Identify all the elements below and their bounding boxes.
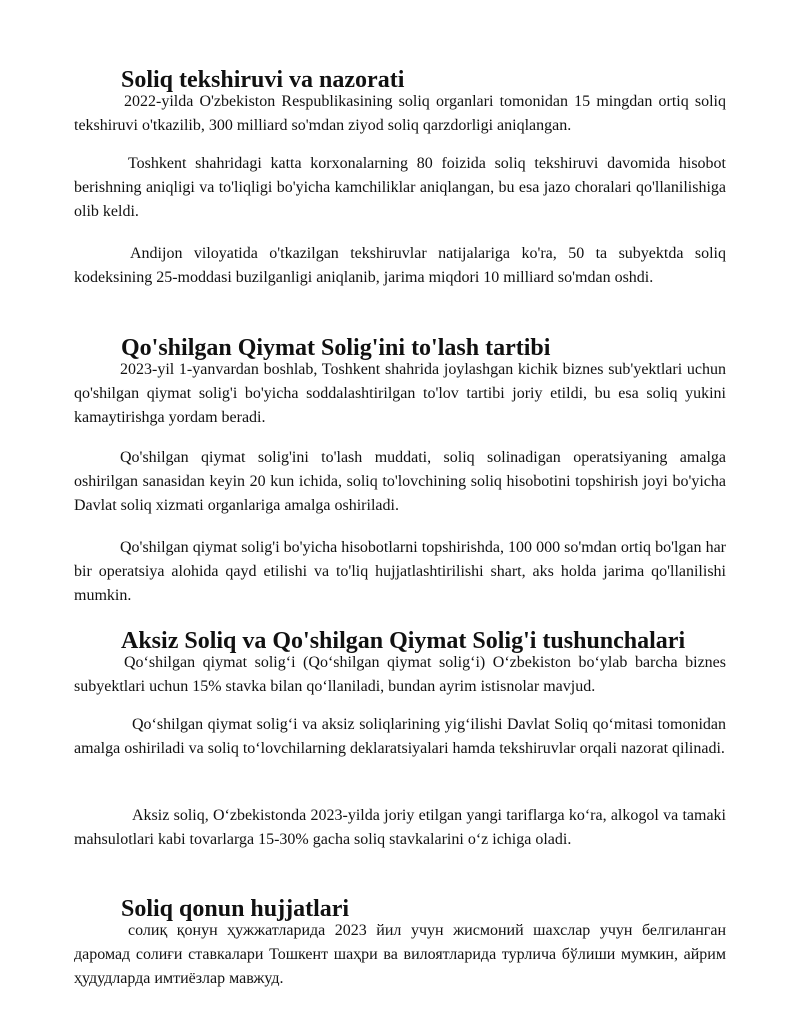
section-tax-audit	[74, 67, 726, 138]
paragraph: Andijon viloyatida o'tkazilgan tekshiruvlar natijalariga ko'ra, 50 ta subyektda soliq kodeksining 25-moddasi buzilganligi aniqlanib, jarima miqdori 10 milliard so'mdan oshdi.	[74, 245, 726, 286]
section-excise-vat	[74, 628, 726, 699]
paragraph: Qo'shilgan qiymat solig'i bo'yicha hisobotlarni topshirishda, 100 000 so'mdan ortiq bo'lgan har bir operatsiya alohida qayd etilishi va to'liq hujjatlashtirilishi shart, aks holda jarima qo'llanilishi mumkin.	[74, 539, 726, 604]
section-excise-vat-p2	[74, 713, 726, 761]
paragraph: 2023-yil 1-yanvardan boshlab, Toshkent shahrida joylashgan kichik biznes sub'yektlari uchun qo'shilgan qiymat solig'i bo'yicha soddalashtirilgan to'lov tartibi joriy etildi, bu esa soliq yukini kamaytirishga yordam beradi.	[74, 361, 726, 426]
paragraph: Qoʻshilgan qiymat soligʻi (Qoʻshilgan qiymat soligʻi) Oʻzbekiston boʻylab barcha biznes subyektlari uchun 15% stavka bilan qoʻllaniladi, bundan ayrim istisnolar mavjud.	[74, 654, 726, 695]
paragraph: Qo'shilgan qiymat solig'ini to'lash muddati, soliq solinadigan operatsiyaning amalga oshirilgan sanasidan keyin 20 kun ichida, soliq to'lovchining soliq hisobotini topshirish joyi bo'yicha Davlat soliq xizmati organlariga amalga oshiriladi.	[74, 449, 726, 514]
section-tax-audit-p3	[74, 242, 726, 290]
paragraph: Qoʻshilgan qiymat soligʻi va aksiz soliqlarining yigʻilishi Davlat Soliq qoʻmitasi tomonidan amalga oshiriladi va soliq toʻlovchilarning deklaratsiyalari hamda tekshiruvlar orqali nazorat qilinadi.	[74, 716, 726, 757]
paragraph: Toshkent shahridagi katta korxonalarning 80 foizida soliq tekshiruvi davomida hisobot berishning aniqligi va to'liqligi bo'yicha kamchiliklar aniqlangan, bu esa jazo choralari qo'llanilishiga olib keldi.	[74, 155, 726, 220]
paragraph: солиқ қонун ҳужжатларида 2023 йил учун жисмоний шахслар учун белгиланган даромад солиғи ставкалари Тошкент шаҳри ва вилоятларида турлича бўлиши мумкин, айрим ҳудудларда имтиёзлар мавжуд.	[74, 922, 726, 987]
section-tax-audit-p2	[74, 152, 726, 224]
section-vat-payment-p3	[74, 536, 726, 608]
paragraph: Aksiz soliq, Oʻzbekistonda 2023-yilda joriy etilgan yangi tariflarga koʻra, alkogol va tamaki mahsulotlari kabi tovarlarga 15-30% gacha soliq stavkalarini oʻz ichiga oladi.	[74, 807, 726, 848]
section-heading: Qo'shilgan Qiymat Solig'ini to'lash tartibi	[121, 335, 551, 361]
paragraph: 2022-yilda O'zbekiston Respublikasining soliq organlari tomonidan 15 mingdan ortiq soliq tekshiruvi o'tkazilib, 300 milliard so'mdan ziyod soliq qarzdorligi aniqlangan.	[74, 93, 726, 134]
section-heading: Soliq tekshiruvi va nazorati	[121, 67, 405, 93]
section-heading: Soliq qonun hujjatlari	[121, 896, 350, 922]
section-vat-payment	[74, 335, 726, 430]
section-excise-vat-p3	[74, 804, 726, 852]
section-vat-payment-p2	[74, 446, 726, 518]
section-tax-legislation	[74, 896, 726, 991]
section-heading: Aksiz Soliq va Qo'shilgan Qiymat Solig'i tushunchalari	[121, 628, 686, 654]
